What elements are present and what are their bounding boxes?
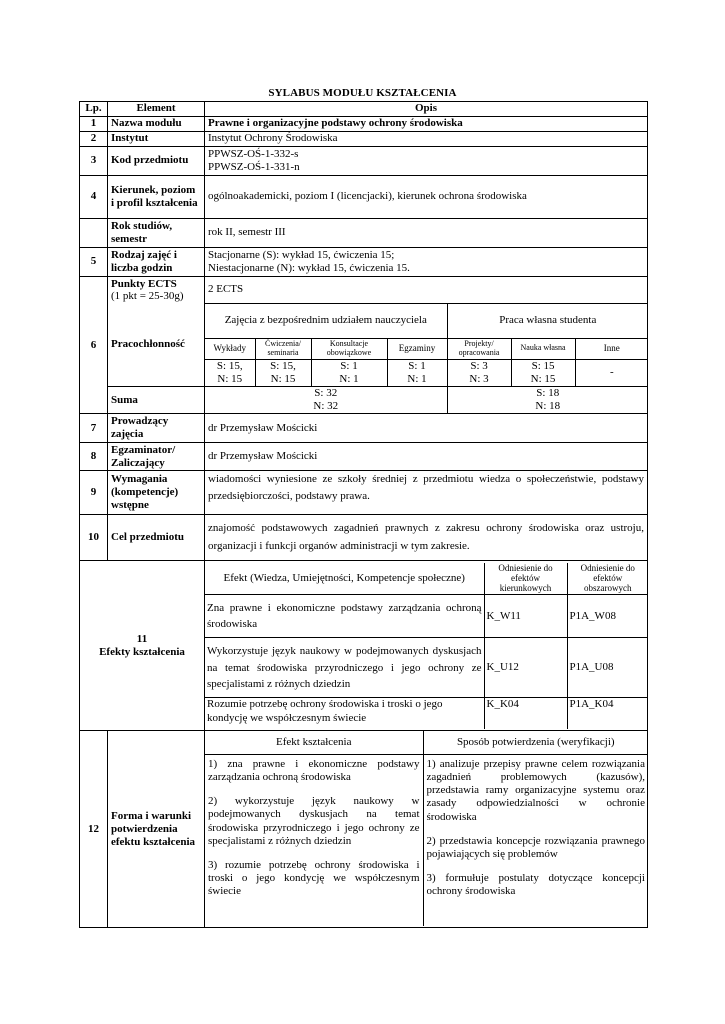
row-element: Wymagania (kompetencje) wstępne <box>108 471 205 515</box>
list-item <box>205 595 648 638</box>
list-item <box>205 698 648 729</box>
program-value: ogólnoakademicki, poziom I (licencjacki), kierunek ochrona środowiska <box>205 176 648 219</box>
verification-effects <box>205 754 423 926</box>
method-item: 3) formułuje postulaty dotyczące koncepcji ochrony środowiska <box>426 872 645 898</box>
table-row <box>80 117 648 132</box>
table-row <box>80 515 648 561</box>
group-teacher: Zajęcia z bezpośrednim udziałem nauczyciela <box>205 304 447 338</box>
row-number: 1 <box>80 117 108 132</box>
outcome-area: P1A_W08 <box>567 595 648 638</box>
module-name: Prawne i organizacyjne podstawy ochrony środowiska <box>205 117 648 132</box>
course-code-s: PPWSZ-OŚ-1-332-s <box>208 147 299 160</box>
class-hours-value <box>205 248 648 277</box>
row-number: 2 <box>80 132 108 147</box>
row-element: Instytut <box>108 132 205 147</box>
sum-table <box>205 387 648 413</box>
outcome-direction: K_K04 <box>484 698 567 729</box>
ects-label-cell <box>108 277 205 304</box>
document-title: SYLABUS MODUŁU KSZTAŁCENIA <box>268 87 457 99</box>
row-element: Cel przedmiotu <box>108 515 205 561</box>
workload-table-cell <box>205 304 648 387</box>
val-exercises: S: 15, N: 15 <box>255 359 311 386</box>
sum-cell <box>205 387 648 414</box>
year-semester-value: rok II, semestr III <box>205 219 648 248</box>
hours-extramural: Niestacjonarne (N): wykład 15, ćwiczenia 15. <box>208 262 410 274</box>
col-self-study: Nauka własna <box>511 338 575 359</box>
outcome-text: Zna prawne i ekonomiczne podstawy zarządzania ochroną środowiska <box>205 595 484 638</box>
row-element: Egzaminator/ Zaliczający <box>108 443 205 471</box>
row-element: Prowadzący zajęcia <box>108 414 205 443</box>
header-opis: Opis <box>205 102 648 117</box>
table-row <box>80 731 648 928</box>
examiner-value: dr Przemysław Mościcki <box>205 443 648 471</box>
ects-sub: (1 pkt = 25-30g) <box>111 290 184 303</box>
group-self-study: Praca własna studenta <box>447 304 648 338</box>
effect-item: 1) zna prawne i ekonomiczne podstawy zarządzania ochroną środowiska <box>208 757 420 784</box>
lecturer-value: dr Przemysław Mościcki <box>205 414 648 443</box>
institute-value: Instytut Ochrony Środowiska <box>205 132 648 147</box>
row-element: Efekty kształcenia <box>99 645 185 658</box>
course-code-n: PPWSZ-OŚ-1-331-n <box>208 161 300 173</box>
val-other: - <box>575 359 648 386</box>
table-row <box>80 176 648 219</box>
col-exercises: Ćwiczenia/ seminaria <box>255 338 311 359</box>
header-element: Element <box>108 102 205 117</box>
table-row <box>80 561 648 731</box>
outcome-direction: K_U12 <box>484 638 567 698</box>
verification-table <box>205 731 648 926</box>
course-code-value <box>205 147 648 176</box>
row-number: 11 <box>136 632 148 645</box>
row-number: 9 <box>80 471 108 515</box>
outcome-direction: K_W11 <box>484 595 567 638</box>
header-lp: Lp. <box>80 102 108 117</box>
learning-outcomes-table <box>205 563 648 729</box>
learning-outcomes-cell <box>205 561 648 731</box>
hours-stationary: Stacjonarne (S): wykład 15, ćwiczenia 15; <box>208 248 395 261</box>
sum-self-study: S: 18 N: 18 <box>447 387 648 413</box>
requirements-value: wiadomości wyniesione ze szkoły średniej z przedmiotu wiedza o społeczeństwie, podstawy przedsiębiorczości, podstawy prawa. <box>205 471 648 515</box>
table-row <box>80 147 648 176</box>
row-number: 5 <box>80 248 108 277</box>
method-item: 1) analizuje przepisy prawne celem rozwiązania zagadnień problemowych (kazusów), przedstawia ramy organizacyjne systemu oraz zasady odpowiedzialności w ochronie środowiska <box>426 757 645 823</box>
row-number: 8 <box>80 443 108 471</box>
workload-table <box>205 304 648 386</box>
val-lectures: S: 15, N: 15 <box>205 359 255 386</box>
row-number-empty <box>80 219 108 248</box>
effect-item: 2) wykorzystuje język naukowy w podejmowanych dyskusjach na temat środowiska przyrodniczego i jego ochrony ze specjalistami z różnych dziedzin <box>208 795 420 847</box>
row-number: 12 <box>80 731 108 928</box>
table-row <box>80 304 648 387</box>
outcome-area: P1A_U08 <box>567 638 648 698</box>
col-exams: Egzaminy <box>387 338 447 359</box>
row-number: 6 <box>80 277 108 414</box>
method-item: 2) przedstawia koncepcje rozwiązania prawnego pojawiających się problemów <box>426 834 645 860</box>
table-row <box>80 132 648 147</box>
verification-col-method: Sposób potwierdzenia (weryfikacji) <box>423 731 648 754</box>
ects-value: 2 ECTS <box>205 277 648 304</box>
table-row <box>80 471 648 515</box>
row-element: Forma i warunki potwierdzenia efektu kształcenia <box>108 731 205 928</box>
row-number: 10 <box>80 515 108 561</box>
outcome-area: P1A_K04 <box>567 698 648 729</box>
outcome-text: Rozumie potrzebę ochrony środowiska i troski o jego kondycję we współczesnym świecie <box>205 698 484 729</box>
verification-cell <box>205 731 648 928</box>
row-number: 3 <box>80 147 108 176</box>
effect-item: 3) rozumie potrzebę ochrony środowiska i troski o jego kondycję we współczesnym świecie <box>208 859 420 898</box>
col-consultations: Konsultacje obowiązkowe <box>311 338 387 359</box>
sum-label: Suma <box>108 387 205 414</box>
outcome-text: Wykorzystuje język naukowy w podejmowanych dyskusjach na temat środowiska przyrodniczego i jego ochrony ze specjalistami z różnych dziedzin <box>205 638 484 698</box>
table-header-row <box>80 102 648 117</box>
list-item <box>205 638 648 698</box>
val-projects: S: 3 N: 3 <box>447 359 511 386</box>
row-number: 7 <box>80 414 108 443</box>
table-row <box>80 414 648 443</box>
workload-label: Pracochłonność <box>108 304 205 387</box>
row-number: 4 <box>80 176 108 219</box>
course-goal-value: znajomość podstawowych zagadnień prawnych z zakresu ochrony środowiska oraz ustroju, organizacji i funkcji organów administracji w tym zakresie. <box>205 515 648 561</box>
syllabus-table <box>79 101 648 928</box>
col-other: Inne <box>575 338 648 359</box>
val-self-study: S: 15 N: 15 <box>511 359 575 386</box>
table-row <box>80 219 648 248</box>
row-element: Kod przedmiotu <box>108 147 205 176</box>
verification-methods <box>423 754 648 926</box>
table-row <box>80 248 648 277</box>
row-element: Rodzaj zajęć i liczba godzin <box>108 248 205 277</box>
verification-col-effect: Efekt kształcenia <box>205 731 423 754</box>
table-row <box>80 387 648 414</box>
table-row <box>80 277 648 304</box>
outcome-col-effect: Efekt (Wiedza, Umiejętności, Kompetencje społeczne) <box>205 563 484 595</box>
sum-teacher: S: 32 N: 32 <box>205 387 447 413</box>
ects-label: Punkty ECTS <box>111 277 177 290</box>
learning-outcomes-label <box>80 561 205 731</box>
val-exams: S: 1 N: 1 <box>387 359 447 386</box>
val-consultations: S: 1 N: 1 <box>311 359 387 386</box>
col-lectures: Wykłady <box>205 338 255 359</box>
table-row <box>80 443 648 471</box>
row-element: Kierunek, poziom i profil kształcenia <box>108 176 205 219</box>
outcome-col-direction: Odniesienie do efektów kierunkowych <box>484 563 567 595</box>
row-element: Nazwa modułu <box>108 117 205 132</box>
col-projects: Projekty/ opracowania <box>447 338 511 359</box>
row-element: Rok studiów, semestr <box>108 219 205 248</box>
outcome-col-area: Odniesienie do efektów obszarowych <box>567 563 648 595</box>
